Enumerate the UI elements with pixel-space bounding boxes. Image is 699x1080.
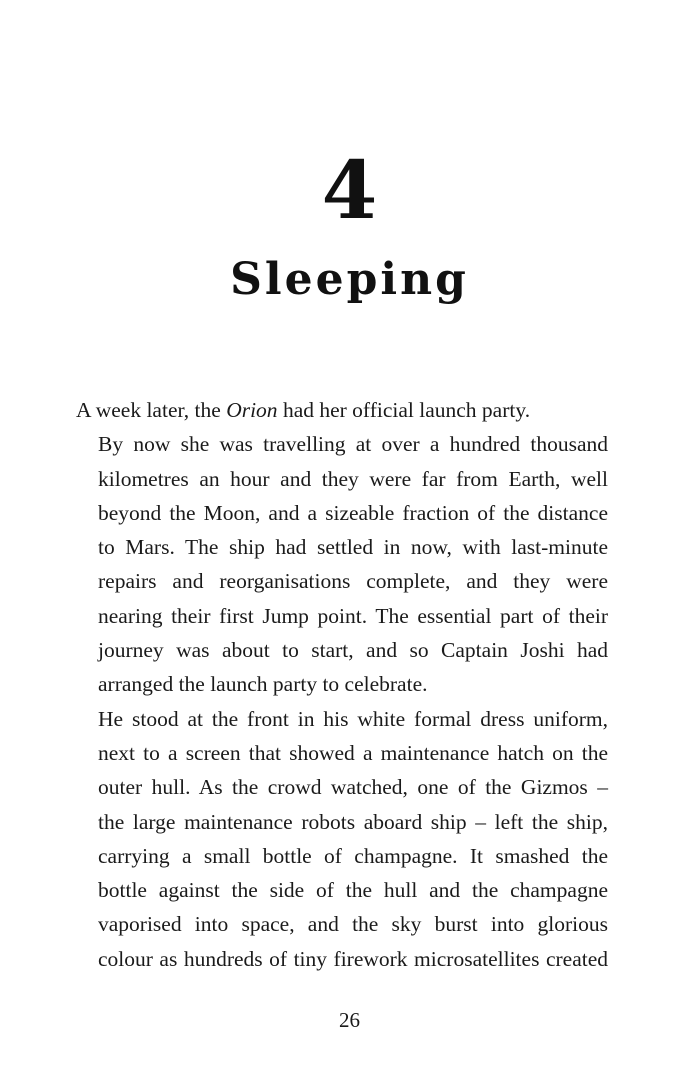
- text-segment: arranged the launch party to celebrate.: [98, 672, 428, 697]
- text-segment: the large maintenance robots aboard ship – left the ship,: [98, 809, 608, 834]
- text-segment: vaporised into space, and the sky burst into glorious: [98, 912, 608, 937]
- text-segment: He stood at the front in his white formal dress uniform,: [98, 706, 608, 731]
- paragraph: [76, 702, 608, 976]
- text-segment: kilometres an hour and they were far from Earth, well: [98, 466, 608, 491]
- text-line: [76, 427, 608, 461]
- page-number: 26: [339, 1008, 360, 1032]
- text-segment: colour as hundreds of tiny firework microsatellites created: [98, 946, 608, 971]
- paragraph: [76, 427, 608, 701]
- text-segment: bottle against the side of the hull and the champagne: [98, 878, 608, 903]
- italic-text: Orion: [226, 398, 278, 422]
- text-line: [76, 564, 608, 598]
- text-segment: had her official launch party.: [277, 398, 531, 422]
- text-line: [76, 599, 608, 633]
- text-line: [76, 736, 608, 770]
- text-segment: A week later, the: [76, 398, 227, 422]
- text-line: [76, 839, 608, 873]
- text-line: [76, 633, 608, 667]
- text-line: [76, 805, 608, 839]
- text-line: [76, 942, 608, 976]
- paragraph: [76, 393, 608, 427]
- text-line: [76, 702, 608, 736]
- text-segment: nearing their first Jump point. The essential part of their: [98, 603, 608, 628]
- text-line: [76, 530, 608, 564]
- text-segment: to Mars. The ship had settled in now, with last-minute: [98, 535, 608, 560]
- text-line: [76, 462, 608, 496]
- text-line: [76, 496, 608, 530]
- text-segment: beyond the Moon, and a sizeable fraction of the distance: [98, 500, 608, 525]
- text-segment: By now she was travelling at over a hundred thousand: [98, 432, 608, 457]
- text-line: [76, 873, 608, 907]
- text-line: [76, 770, 608, 804]
- text-line: [76, 667, 608, 701]
- text-line: [76, 393, 608, 427]
- text-line: [76, 907, 608, 941]
- text-segment: carrying a small bottle of champagne. It smashed the: [98, 843, 608, 868]
- text-segment: outer hull. As the crowd watched, one of the Gizmos –: [98, 775, 608, 800]
- text-segment: journey was about to start, and so Captain Joshi had: [98, 638, 608, 663]
- text-segment: repairs and reorganisations complete, and they were: [98, 569, 608, 594]
- body-text: [76, 393, 608, 976]
- chapter-number: 4: [321, 143, 378, 237]
- text-segment: next to a screen that showed a maintenance hatch on the: [98, 740, 608, 765]
- chapter-title: Sleeping: [230, 254, 469, 305]
